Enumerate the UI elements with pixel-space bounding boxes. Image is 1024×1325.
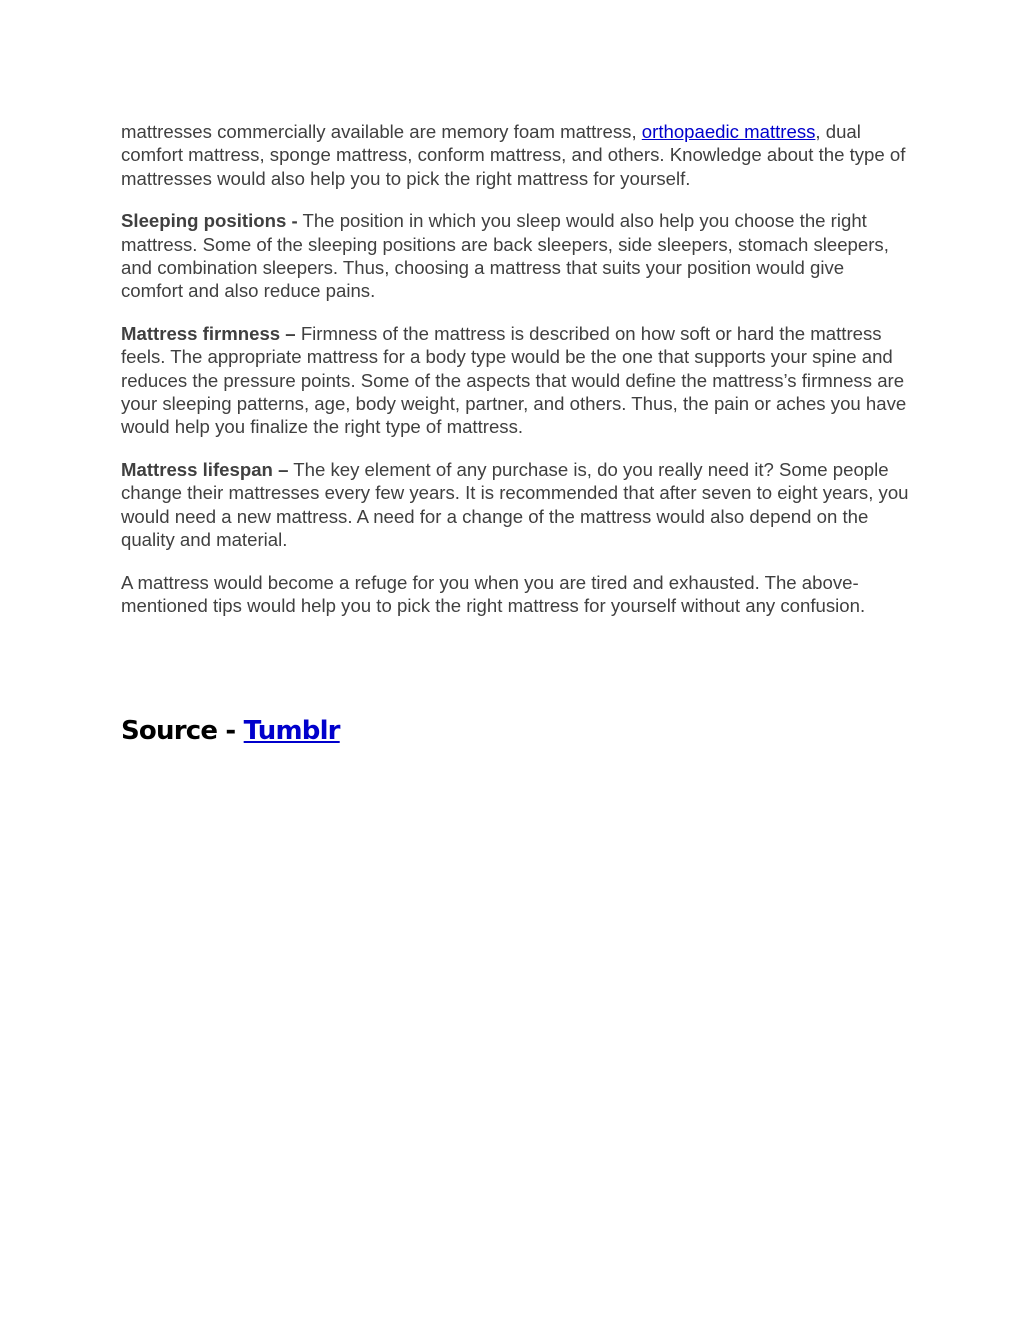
paragraph-mattress-firmness bbox=[121, 322, 911, 439]
paragraph-sleeping-positions bbox=[121, 209, 911, 303]
paragraph-text: mattresses commercially available are memory foam mattress, bbox=[121, 121, 642, 142]
paragraph-text: The key element of any purchase is, do you really need it? Some people change their mattresses every few years. It is recommended that after seven to eight years, you would need a new mattress. A need for a change of the mattress would also depend on the quality and material. bbox=[121, 458, 909, 551]
paragraph-heading: Mattress lifespan – bbox=[121, 458, 289, 480]
paragraph-mattress-types bbox=[121, 120, 911, 190]
source-label: Source - bbox=[121, 716, 244, 746]
orthopaedic-mattress-link[interactable]: orthopaedic mattress bbox=[641, 121, 816, 142]
paragraph-mattress-lifespan bbox=[121, 458, 911, 552]
source-tumblr-link[interactable]: Tumblr bbox=[243, 716, 340, 746]
document-body bbox=[121, 120, 911, 636]
paragraph-heading: Sleeping positions - bbox=[121, 210, 298, 232]
source-line bbox=[121, 712, 340, 750]
paragraph-heading: Mattress firmness – bbox=[121, 322, 296, 344]
paragraph-text: A mattress would become a refuge for you when you are tired and exhausted. The above-mentioned tips would help you to pick the right mattress for yourself without any confusion. bbox=[121, 571, 866, 616]
paragraph-text: Firmness of the mattress is described on how soft or hard the mattress feels. The appropriate mattress for a body type would be the one that supports your spine and reduces the pressure points. Some of the aspects that would define the mattress’s firmness are your sleeping patterns, age, body weight, partner, and others. Thus, the pain or aches you have would help you finalize the right type of mattress. bbox=[121, 322, 907, 438]
paragraph-text: , dual comfort mattress, sponge mattress, conform mattress, and others. Knowledge about the type of mattresses would also help you to pick the right mattress for yourself. bbox=[121, 121, 906, 189]
paragraph-text: The position in which you sleep would also help you choose the right mattress. Some of the sleeping positions are back sleepers, side sleepers, stomach sleepers, and combination sleepers. Thus, choosing a mattress that suits your position would give comfort and also reduce pains. bbox=[121, 210, 889, 302]
paragraph-conclusion bbox=[121, 571, 911, 618]
